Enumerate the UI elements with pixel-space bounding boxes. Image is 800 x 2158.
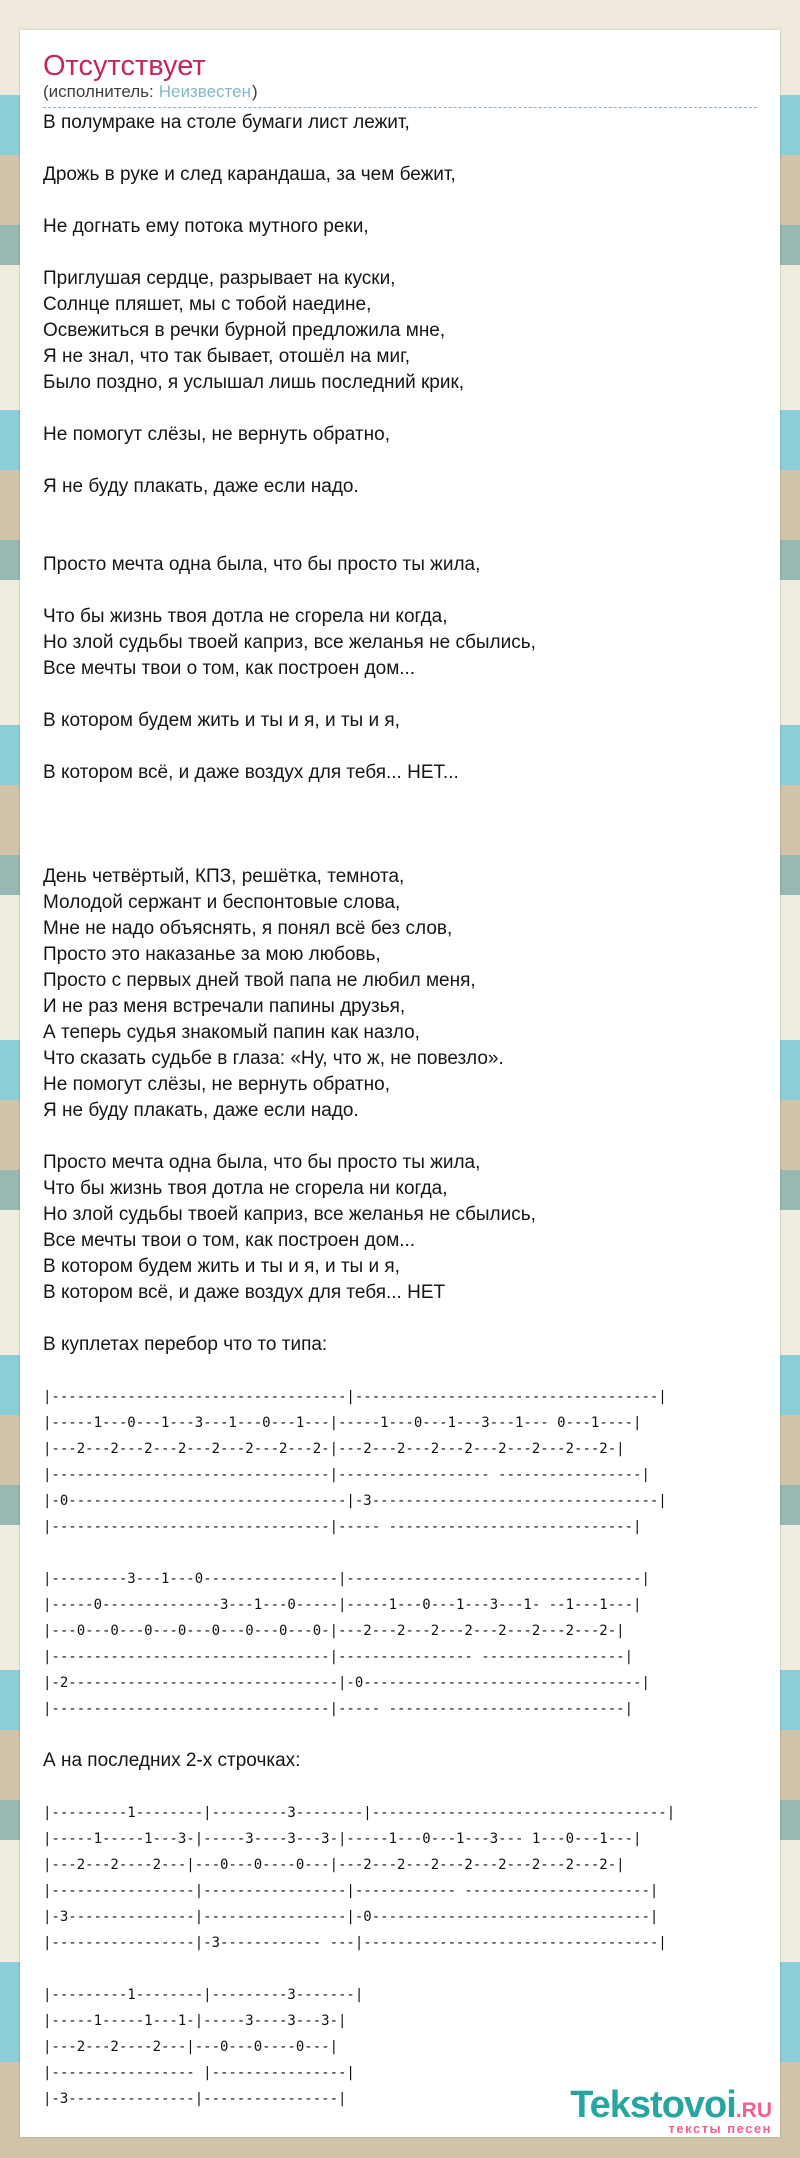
lyric-line: Не догнать ему потока мутного реки, <box>43 216 369 237</box>
blank-line <box>43 240 757 266</box>
lyric-line: Я не буду плакать, даже если надо. <box>43 1100 359 1121</box>
lyric-line: Все мечты твои о том, как построен дом... <box>43 1230 416 1251</box>
lyric-line: Просто с первых дней твой папа не любил меня, <box>43 970 476 991</box>
blank-line <box>43 734 757 760</box>
tab-line: |-3---------------|----------------| <box>43 2091 347 2107</box>
site-logo[interactable] <box>570 2086 772 2135</box>
artist-suffix: ) <box>252 82 258 101</box>
lyric-line: Что бы жизнь твоя дотла не сгорела ни когда, <box>43 1178 448 1199</box>
tab-line: |---------3---1---0----------------|-----------------------------------| <box>43 1571 650 1587</box>
tab-line: |-----1-----1---3-|-----3----3---3-|-----1---0---1---3--- 1---0---1---| <box>43 1831 642 1847</box>
lyric-line: В котором всё, и даже воздух для тебя... НЕТ <box>43 1282 446 1303</box>
lyrics-block <box>43 110 757 2112</box>
logo-text: Tekstovoi <box>570 2084 736 2126</box>
lyric-line: Мне не надо объяснять, я понял всё без слов, <box>43 918 453 939</box>
blank-line <box>43 1774 757 1800</box>
tab-line: |---2---2----2---|---0---0----0---| <box>43 2039 339 2055</box>
lyric-line: Просто мечта одна была, что бы просто ты жила, <box>43 554 481 575</box>
blank-line <box>43 578 757 604</box>
lyric-line: Не помогут слёзы, не вернуть обратно, <box>43 424 390 445</box>
lyric-line: Было поздно, я услышал лишь последний крик, <box>43 372 465 393</box>
tab-line: |---2---2----2---|---0---0----0---|---2---2---2---2---2---2---2---2-| <box>43 1857 625 1873</box>
blank-line <box>43 812 757 838</box>
blank-line <box>43 136 757 162</box>
lyric-line: А теперь судья знакомый папин как назло, <box>43 1022 420 1043</box>
artist-line <box>43 82 757 102</box>
separator-dashed <box>43 106 757 108</box>
blank-line <box>43 1124 757 1150</box>
tab-line: |----------------- |----------------| <box>43 2065 355 2081</box>
lyric-line: В котором будем жить и ты и я, и ты и я, <box>43 710 400 731</box>
blank-line <box>43 396 757 422</box>
lyric-line: В котором будем жить и ты и я, и ты и я, <box>43 1256 400 1277</box>
blank-line <box>43 1722 757 1748</box>
tab-line: |-----------------|-3------------ ---|-----------------------------------| <box>43 1935 667 1951</box>
blank-line <box>43 838 757 864</box>
tab-line: |-2--------------------------------|-0---------------------------------| <box>43 1675 650 1691</box>
blank-line <box>43 1306 757 1332</box>
blank-line <box>43 500 757 526</box>
lyric-line: Дрожь в руке и след карандаша, за чем бежит, <box>43 164 456 185</box>
tab-line: |---0---0---0---0---0---0---0---0-|---2---2---2---2---2---2---2---2-| <box>43 1623 625 1639</box>
lyric-line: Приглушая сердце, разрывает на куски, <box>43 268 396 289</box>
tab-section-label: А на последних 2-х строчках: <box>43 1750 301 1771</box>
blank-line <box>43 786 757 812</box>
lyric-line: Я не знал, что так бывает, отошёл на миг, <box>43 346 410 367</box>
lyric-line: Я не буду плакать, даже если надо. <box>43 476 359 497</box>
lyric-line: День четвёртый, КПЗ, решётка, темнота, <box>43 866 405 887</box>
lyric-line: Просто мечта одна была, что бы просто ты жила, <box>43 1152 481 1173</box>
lyric-line: Просто это наказанье за мою любовь, <box>43 944 381 965</box>
tab-line: |---------------------------------|---------------- -----------------| <box>43 1649 634 1665</box>
blank-line <box>43 1540 757 1566</box>
tab-line: |---------------------------------|------------------ -----------------| <box>43 1467 650 1483</box>
lyric-line: Все мечты твои о том, как построен дом... <box>43 658 416 679</box>
tab-line: |-0---------------------------------|-3----------------------------------| <box>43 1493 667 1509</box>
content-card <box>20 30 780 2137</box>
lyric-line: Что бы жизнь твоя дотла не сгорела ни когда, <box>43 606 448 627</box>
blank-line <box>43 682 757 708</box>
lyric-line: Освежиться в речки бурной предложила мне, <box>43 320 446 341</box>
blank-line <box>43 526 757 552</box>
lyric-line: В котором всё, и даже воздух для тебя... НЕТ... <box>43 762 459 783</box>
tab-line: |-----------------------------------|------------------------------------| <box>43 1389 667 1405</box>
tab-line: |-3---------------|-----------------|-0---------------------------------| <box>43 1909 659 1925</box>
lyric-line: Что сказать судьбе в глаза: «Ну, что ж, не повезло». <box>43 1048 504 1069</box>
tab-line: |---2---2---2---2---2---2---2---2-|---2---2---2---2---2---2---2---2-| <box>43 1441 625 1457</box>
tab-line: |---------1--------|---------3--------|-----------------------------------| <box>43 1805 676 1821</box>
blank-line <box>43 1358 757 1384</box>
lyric-line: И не раз меня встречали папины друзья, <box>43 996 406 1017</box>
tab-line: |-----1---0---1---3---1---0---1---|-----1---0---1---3---1--- 0---1----| <box>43 1415 642 1431</box>
blank-line <box>43 448 757 474</box>
lyric-line: В полумраке на столе бумаги лист лежит, <box>43 112 410 133</box>
tab-line: |-----------------|-----------------|------------ ----------------------| <box>43 1883 659 1899</box>
tab-line: |---------1--------|---------3-------| <box>43 1987 364 2003</box>
logo-subtitle: тексты песен <box>668 2121 772 2136</box>
lyric-line: Молодой сержант и беспонтовые слова, <box>43 892 401 913</box>
tab-line: |---------------------------------|----- ----------------------------| <box>43 1701 634 1717</box>
artist-prefix: (исполнитель: <box>43 82 154 101</box>
tab-line: |-----1-----1---1-|-----3----3---3-| <box>43 2013 347 2029</box>
tab-section-label: В куплетах перебор что то типа: <box>43 1334 328 1355</box>
lyric-line: Но злой судьбы твоей каприз, все желанья не сбылись, <box>43 632 536 653</box>
artist-link[interactable]: Неизвестен <box>158 82 251 101</box>
tab-line: |---------------------------------|----- -----------------------------| <box>43 1519 642 1535</box>
lyric-line: Но злой судьбы твоей каприз, все желанья не сбылись, <box>43 1204 536 1225</box>
logo-wordmark <box>570 2084 772 2126</box>
tab-line: |-----0--------------3---1---0-----|-----1---0---1---3---1- --1---1---| <box>43 1597 642 1613</box>
logo-tld: .RU <box>735 2099 772 2122</box>
blank-line <box>43 1956 757 1982</box>
page-title: Отсутствует <box>43 50 206 82</box>
lyric-line: Солнце пляшет, мы с тобой наедине, <box>43 294 372 315</box>
lyric-line: Не помогут слёзы, не вернуть обратно, <box>43 1074 390 1095</box>
blank-line <box>43 188 757 214</box>
